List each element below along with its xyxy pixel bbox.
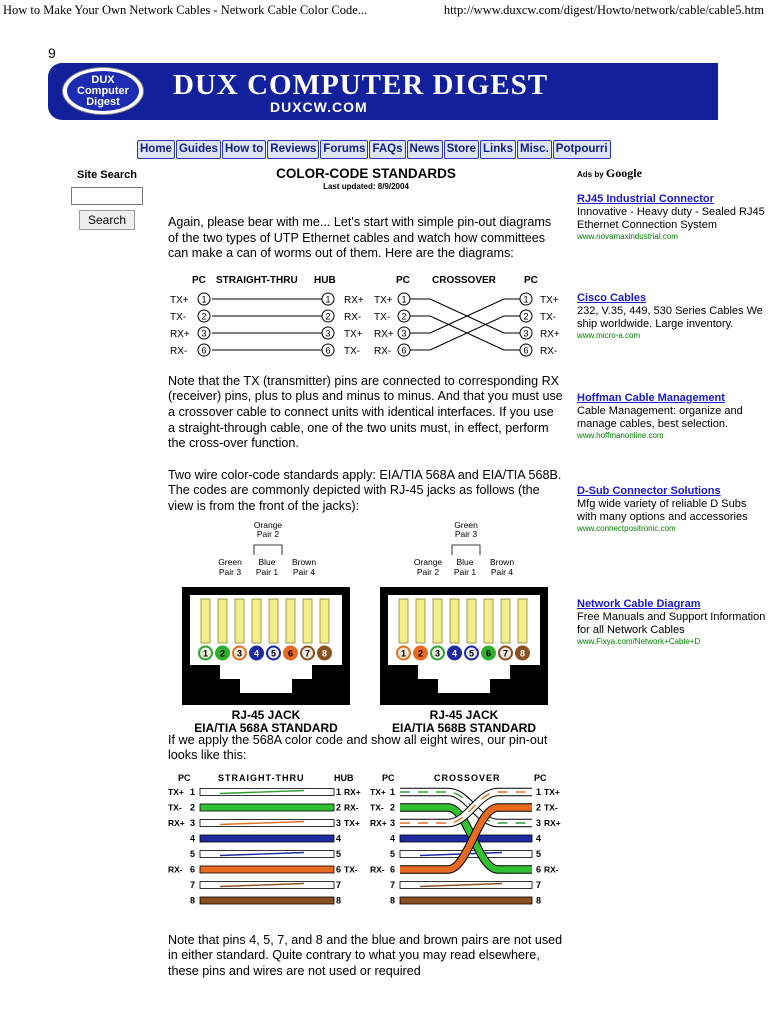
d2-left-signal-label: RX+	[168, 817, 185, 828]
ad-1-url[interactable]: www.novamaxindustrial.com	[577, 232, 678, 241]
d1-cross-left-signal-label: RX+	[374, 328, 394, 340]
nav-reviews[interactable]: Reviews	[267, 140, 319, 159]
pinout-diagram-simple	[168, 271, 564, 363]
d2-cross-right-signal-label: TX-	[544, 802, 558, 813]
d1-cross-right-pin-number: 1	[523, 294, 529, 305]
jack-pin-number: 7	[502, 648, 509, 659]
ad-3-desc: Cable Management: organize and manage cables, best selection.	[577, 405, 743, 430]
jack-a-left-pair: Pair 3	[218, 566, 242, 577]
pinout-diagram-full	[168, 770, 564, 922]
search-button[interactable]: Search	[79, 210, 135, 230]
jack-568a	[182, 520, 350, 733]
d2-cross-right-pin-number: 1	[536, 786, 542, 797]
d2-straight-right-head: HUB	[334, 772, 354, 783]
d2-cross-right-head: PC	[534, 772, 547, 783]
article	[168, 166, 564, 980]
d2-straight-left-head: PC	[178, 772, 191, 783]
jack-pin-number: 5	[468, 648, 475, 659]
jack-pin-number: 8	[321, 648, 328, 659]
search-input[interactable]	[71, 187, 143, 205]
jack-contact	[286, 599, 295, 643]
d1-hub-pin-number: 6	[325, 345, 331, 356]
d2-hub-signal-label: TX+	[344, 817, 360, 828]
d2-straight-wire	[200, 866, 334, 873]
jack-contact	[484, 599, 493, 643]
d2-cross-left-signal-label: TX+	[370, 786, 386, 797]
nav-guides[interactable]: Guides	[176, 140, 221, 159]
d2-left-pin-number: 4	[190, 833, 196, 844]
d1-hub-pin-number: 3	[325, 328, 331, 339]
jack-568b	[380, 520, 548, 733]
jack-a-top-color: Orange	[253, 519, 283, 530]
d2-cross-right-pin-number: 5	[536, 848, 542, 859]
logo-line-2: Computer	[77, 84, 129, 97]
jack-b-center-pair: Pair 1	[453, 566, 477, 577]
d2-cross-left-pin-number: 3	[390, 817, 396, 828]
d2-cross-right-pin-number: 2	[536, 802, 542, 813]
jack-a-center-color: Blue	[258, 556, 276, 567]
d1-hub-pin-number: 2	[325, 311, 331, 322]
google-ads	[577, 166, 767, 646]
d2-straight-mid-head: STRAIGHT-THRU	[218, 772, 305, 783]
d1-hub-pin-number: 1	[325, 294, 331, 305]
d1-left-pin-number: 2	[201, 311, 207, 322]
ad-5-url[interactable]: www.Fixya.com/Network+Cable+D	[577, 637, 701, 646]
d2-hub-pin-number: 3	[336, 817, 342, 828]
ad-1-title[interactable]: RJ45 Industrial Connector	[577, 193, 714, 205]
logo-line-1: DUX	[91, 73, 115, 86]
d2-left-pin-number: 3	[190, 817, 196, 828]
d2-cross-wire	[400, 897, 532, 904]
d1-cross-mid-head: CROSSOVER	[432, 274, 496, 286]
d1-straight-right-head: HUB	[314, 274, 336, 286]
ad-2-title[interactable]: Cisco Cables	[577, 292, 647, 304]
d2-hub-pin-number: 7	[336, 879, 342, 890]
paragraph-5: Note that pins 4, 5, 7, and 8 and the blue and brown pairs are not used in either standard. Quite contrary to what you may read elsewhere, these pins and wires are not used or required	[168, 932, 563, 978]
d1-left-signal-label: TX-	[170, 311, 187, 323]
pdf-header-title: How to Make Your Own Network Cables - Network Cable Color Code...	[3, 3, 368, 17]
d2-left-signal-label: TX-	[168, 802, 182, 813]
jack-b-top-pair: Pair 3	[454, 528, 478, 539]
d2-cross-right-pin-number: 8	[536, 895, 542, 906]
nav-home[interactable]: Home	[137, 140, 175, 159]
d1-cross-left-signal-label: RX-	[374, 345, 392, 357]
d1-cross-left-pin-number: 1	[401, 294, 407, 305]
d2-straight-wire	[200, 897, 334, 904]
d2-hub-pin-number: 2	[336, 802, 342, 813]
ad-5	[577, 598, 767, 647]
jack-contact	[399, 599, 408, 643]
ad-4-desc: Mfg wide variety of reliable D Subs with many options and accessories	[577, 498, 748, 523]
nav-forums[interactable]: Forums	[320, 140, 368, 159]
d1-cross-right-signal-label: TX+	[540, 294, 559, 306]
d2-left-pin-number: 1	[190, 786, 196, 797]
ad-1	[577, 193, 767, 242]
nav-links[interactable]: Links	[480, 140, 516, 159]
jack-pin-number: 7	[304, 648, 311, 659]
d2-cross-right-signal-label: RX+	[544, 817, 561, 828]
article-title: COLOR-CODE STANDARDS	[276, 166, 456, 181]
site-search	[63, 169, 151, 230]
ad-2	[577, 292, 767, 341]
d2-hub-signal-label: RX+	[344, 786, 361, 797]
d2-cross-left-pin-number: 5	[390, 848, 396, 859]
d1-hub-signal-label: RX-	[344, 311, 362, 323]
jack-pin-number: 1	[400, 648, 407, 659]
d1-hub-signal-label: RX+	[344, 294, 364, 306]
d2-hub-pin-number: 4	[336, 833, 342, 844]
d2-cross-right-signal-label: TX+	[544, 786, 560, 797]
d2-left-signal-label: RX-	[168, 864, 183, 875]
jack-contact	[303, 599, 312, 643]
nav-news[interactable]: News	[407, 140, 443, 159]
last-updated: Last updated: 8/9/2004	[323, 182, 409, 191]
d2-cross-right-signal-label: RX-	[544, 864, 559, 875]
d1-hub-signal-label: TX-	[344, 345, 361, 357]
jack-contact	[433, 599, 442, 643]
d2-cross-right-pin-number: 6	[536, 864, 542, 875]
d1-cross-right-head: PC	[524, 274, 538, 286]
ad-5-title[interactable]: Network Cable Diagram	[577, 598, 701, 610]
d1-straight-mid-head: STRAIGHT-THRU	[216, 274, 298, 286]
jack-contact	[416, 599, 425, 643]
ad-2-url[interactable]: www.micro-a.com	[577, 331, 641, 340]
jack-pin-number: 2	[417, 648, 424, 659]
jack-a-right-pair: Pair 4	[292, 566, 316, 577]
jack-pin-number: 5	[270, 648, 277, 659]
ad-3	[577, 392, 767, 441]
site-domain: DUXCW.COM	[270, 99, 368, 115]
jack-contact	[218, 599, 227, 643]
top-nav	[137, 140, 611, 159]
d1-cross-left-pin-number: 2	[401, 311, 407, 322]
jack-a-caption-1: RJ-45 JACK	[231, 707, 301, 722]
paragraph-3: Two wire color-code standards apply: EIA/TIA 568A and EIA/TIA 568B. The codes are commonly depicted with RJ-45 jacks as follows (the view is from the front of the jacks):	[168, 467, 562, 513]
d2-cross-left-signal-label: RX-	[370, 864, 385, 875]
d1-cross-left-pin-number: 3	[401, 328, 407, 339]
jack-b-right-pair: Pair 4	[490, 566, 514, 577]
d1-cross-left-pin-number: 6	[401, 345, 407, 356]
jack-b-caption-1: RJ-45 JACK	[429, 707, 499, 722]
d2-left-pin-number: 2	[190, 802, 196, 813]
jack-pin-number: 1	[202, 648, 209, 659]
d2-cross-left-signal-label: TX-	[370, 802, 384, 813]
page-number: 9	[48, 45, 56, 61]
d2-hub-pin-number: 8	[336, 895, 342, 906]
site-banner[interactable]	[48, 63, 718, 120]
d1-cross-right-pin-number: 2	[523, 311, 529, 322]
jack-contact	[501, 599, 510, 643]
jack-pin-number: 4	[451, 648, 458, 659]
jack-contact	[320, 599, 329, 643]
nav-store[interactable]: Store	[444, 140, 479, 159]
paragraph-2: Note that the TX (transmitter) pins are connected to corresponding RX (receiver) pins, plus to plus and minus to minus. And that you must use a crossover cable to connect units with identical interfaces. If you use a straight-through cable, one of the two units must, in effect, perform the cross-over function.	[168, 373, 563, 451]
d1-cross-right-signal-label: RX+	[540, 328, 560, 340]
d1-cross-right-signal-label: RX-	[540, 345, 558, 357]
ad-4-url[interactable]: www.connectpositronic.com	[577, 524, 676, 533]
jack-b-left-color: Orange	[413, 556, 443, 567]
d2-hub-signal-label: TX-	[344, 864, 358, 875]
nav-faqs[interactable]: FAQs	[369, 140, 405, 159]
d2-straight-wire	[200, 804, 334, 811]
site-logo[interactable]	[62, 67, 144, 115]
d2-left-signal-label: TX+	[168, 786, 184, 797]
d2-cross-right-pin-number: 3	[536, 817, 542, 828]
jack-pin-number: 4	[253, 648, 260, 659]
pdf-header	[0, 0, 768, 20]
d1-cross-right-signal-label: TX-	[540, 311, 557, 323]
jack-b-top-color: Green	[454, 519, 478, 530]
jack-a-left-color: Green	[218, 556, 242, 567]
d1-left-pin-number: 1	[201, 294, 207, 305]
d2-left-pin-number: 6	[190, 864, 196, 875]
d1-straight-left-head: PC	[192, 274, 206, 286]
ad-3-title[interactable]: Hoffman Cable Management	[577, 392, 725, 404]
d2-cross-left-pin-number: 6	[390, 864, 396, 875]
jack-b-right-color: Brown	[489, 556, 515, 567]
d1-cross-left-signal-label: TX+	[374, 294, 393, 306]
paragraph-4: If we apply the 568A color code and show all eight wires, our pin-out looks like this:	[168, 732, 548, 763]
nav-misc[interactable]: Misc.	[517, 140, 552, 159]
d1-left-signal-label: RX+	[170, 328, 190, 340]
d2-straight-wire	[200, 835, 334, 842]
ad-4	[577, 485, 767, 534]
d2-cross-left-pin-number: 7	[390, 879, 396, 890]
ad-3-url[interactable]: www.hoffmanonline.com	[577, 431, 664, 440]
d1-cross-right-pin-number: 6	[523, 345, 529, 356]
d2-left-pin-number: 8	[190, 895, 196, 906]
d1-cross-left-head: PC	[396, 274, 410, 286]
jack-pin-number: 3	[236, 648, 243, 659]
d1-left-signal-label: TX+	[170, 294, 189, 306]
d2-cross-left-pin-number: 1	[390, 786, 396, 797]
jack-a-right-color: Brown	[291, 556, 317, 567]
jack-contact	[269, 599, 278, 643]
d2-hub-pin-number: 1	[336, 786, 342, 797]
d1-left-signal-label: RX-	[170, 345, 188, 357]
jack-pin-number: 3	[434, 648, 441, 659]
jack-b-left-pair: Pair 2	[416, 566, 440, 577]
d2-cross-left-pin-number: 2	[390, 802, 396, 813]
pdf-header-url: http://www.duxcw.com/digest/Howto/network/cable/cable5.htm	[443, 3, 764, 17]
jack-contact	[235, 599, 244, 643]
jack-contact	[252, 599, 261, 643]
ad-5-desc: Free Manuals and Support Information for all Network Cables	[577, 611, 766, 636]
d1-cross-left-signal-label: TX-	[374, 311, 391, 323]
d2-cross-left-pin-number: 4	[390, 833, 396, 844]
d2-cross-right-pin-number: 7	[536, 879, 542, 890]
d1-left-pin-number: 6	[201, 345, 207, 356]
d2-left-pin-number: 7	[190, 879, 196, 890]
jack-contact	[467, 599, 476, 643]
paragraph-1: Again, please bear with me... Let's start with simple pin-out diagrams of the two types of UTP Ethernet cables and watch how committees can make a can of worms out of them. Here are the diagrams:	[168, 215, 552, 261]
ad-1-desc: Innovative - Heavy duty - Sealed RJ45 Ethernet Connection System	[577, 206, 765, 231]
ad-4-title[interactable]: D-Sub Connector Solutions	[577, 485, 721, 497]
d2-cross-wire	[400, 835, 532, 842]
d2-cross-left-signal-label: RX+	[370, 817, 387, 828]
d2-hub-pin-number: 5	[336, 848, 342, 859]
nav-potpourri[interactable]: Potpourri	[553, 140, 611, 159]
jack-b-caption-2: EIA/TIA 568B STANDARD	[391, 720, 537, 733]
jack-b-center-color: Blue	[456, 556, 474, 567]
rj45-jack-diagrams	[168, 519, 564, 733]
jack-a-top-pair: Pair 2	[256, 528, 280, 539]
d1-hub-signal-label: TX+	[344, 328, 363, 340]
jack-contact	[450, 599, 459, 643]
d2-hub-signal-label: RX-	[344, 802, 359, 813]
jack-contact	[201, 599, 210, 643]
d2-cross-right-pin-number: 4	[536, 833, 542, 844]
d1-left-pin-number: 3	[201, 328, 207, 339]
jack-pin-number: 6	[287, 648, 294, 659]
jack-pin-number: 2	[219, 648, 226, 659]
d1-cross-right-pin-number: 3	[523, 328, 529, 339]
jack-contact	[518, 599, 527, 643]
nav-how-to[interactable]: How to	[222, 140, 266, 159]
d2-cross-left-head: PC	[382, 772, 395, 783]
site-title: DUX COMPUTER DIGEST	[173, 69, 549, 101]
ads-by-google[interactable]: Ads by Google	[577, 166, 642, 180]
d2-cross-left-pin-number: 8	[390, 895, 396, 906]
jack-a-center-pair: Pair 1	[255, 566, 279, 577]
site-search-label: Site Search	[77, 169, 137, 181]
d2-hub-pin-number: 6	[336, 864, 342, 875]
jack-pin-number: 8	[519, 648, 526, 659]
logo-line-3: Digest	[86, 95, 120, 108]
d2-left-pin-number: 5	[190, 848, 196, 859]
jack-a-caption-2: EIA/TIA 568A STANDARD	[194, 720, 338, 733]
d2-cross-mid-head: CROSSOVER	[434, 772, 501, 783]
ad-2-desc: 232, V.35, 449, 530 Series Cables We ship worldwide. Large inventory.	[577, 305, 763, 330]
jack-pin-number: 6	[485, 648, 492, 659]
